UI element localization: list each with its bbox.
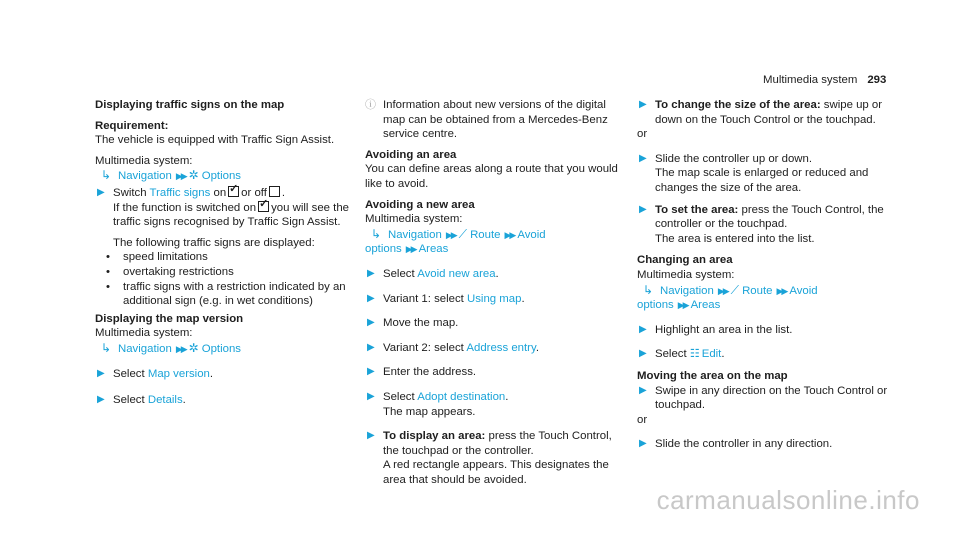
list-item: • overtaking restrictions xyxy=(95,265,367,280)
chevron-icon: ▶▶ xyxy=(445,229,456,240)
intro-text: You can define areas along a route that you would like to avoid. xyxy=(365,163,618,190)
chevron-icon: ▶▶ xyxy=(677,300,688,311)
step-icon: ▶ xyxy=(367,267,375,279)
step-display-area: ▶ To display an area: press the Touch Control, the touchpad or the controller. A red rectangle appears. This designates the area that should be avoided. xyxy=(367,430,612,486)
step-icon: ▶ xyxy=(367,430,375,442)
list-item: • speed limitations xyxy=(95,250,367,265)
step-set-area: ▶ To set the area: press the Touch Control, the controller or the touchpad. The area is entered into the list. xyxy=(639,203,884,245)
step-select-details: ▶ Select Details. xyxy=(97,394,186,407)
step-enter-address: ▶ Enter the address. xyxy=(367,366,477,379)
step-icon: ▶ xyxy=(367,292,375,304)
step-slide-controller: ▶ Slide the controller up or down. The map scale is enlarged or reduced and changes the size of the area. xyxy=(639,152,869,194)
using-map-option[interactable]: Using map xyxy=(467,292,522,305)
address-entry-option[interactable]: Address entry xyxy=(466,341,536,354)
path-arrow-icon: ↳ xyxy=(101,340,112,355)
step-icon: ▶ xyxy=(639,99,647,110)
menu-path xyxy=(95,341,367,357)
requirement-text: The vehicle is equipped with Traffic Sign Assist. xyxy=(95,134,335,147)
step-icon: ▶ xyxy=(367,317,375,329)
chevron-icon: ▶▶ xyxy=(405,244,416,255)
route-icon: ⟋ xyxy=(458,226,468,241)
step-select-map-version: ▶ Select Map version. xyxy=(97,367,214,380)
or-text: or xyxy=(637,413,648,426)
column-2 xyxy=(365,98,627,494)
step-avoid-new-area: ▶ Select Avoid new area. xyxy=(367,267,499,280)
path-areas[interactable]: Areas xyxy=(418,243,449,256)
chevron-icon: ▶▶ xyxy=(175,343,186,354)
chevron-icon: ▶▶ xyxy=(717,285,728,296)
step-icon: ▶ xyxy=(367,341,375,353)
step-highlight-area: ▶ Highlight an area in the list. xyxy=(639,323,793,336)
step-icon: ▶ xyxy=(367,366,375,378)
path-route[interactable]: Route xyxy=(742,284,773,297)
traffic-sign-list xyxy=(95,250,367,308)
chevron-icon: ▶▶ xyxy=(175,171,186,182)
info-icon: ⓘ xyxy=(365,99,376,111)
heading-avoiding-area: Avoiding an area xyxy=(365,148,457,161)
path-navigation[interactable]: Navigation xyxy=(388,228,442,241)
step-switch-traffic-signs: ▶ Switch Traffic signs on✓ or off . If the function is switched on✓ you will see the traffic signs recognised by Traffic Sign Assist. The following traffic signs are displayed: • speed limitations • overtaking restrictions • traffic signs with a restriction indicated by an additional sign (e.g. in wet conditions) xyxy=(95,186,367,309)
path-avoid-options[interactable]: Avoid options xyxy=(637,284,818,312)
column-1 xyxy=(95,98,367,415)
map-version-option[interactable]: Map version xyxy=(147,367,210,380)
path-label: Multimedia system: xyxy=(637,268,735,281)
step-icon: ▶ xyxy=(639,384,647,396)
path-arrow-icon: ↳ xyxy=(101,168,112,183)
path-navigation[interactable]: Navigation xyxy=(118,342,172,355)
step-icon: ▶ xyxy=(97,367,105,379)
gear-icon: ✲ xyxy=(188,340,199,355)
info-note: ⓘ Information about new versions of the digital map can be obtained from a Mercedes-Benz service centre. xyxy=(365,99,608,141)
checkbox-off-icon xyxy=(269,186,280,197)
step-select-edit: ▶ Select ☷ Edit. xyxy=(639,348,725,361)
step-icon: ▶ xyxy=(639,152,647,164)
section-title: Multimedia system xyxy=(763,74,858,86)
step-icon: ▶ xyxy=(639,348,647,360)
or-text: or xyxy=(637,128,648,141)
step-icon: ▶ xyxy=(97,186,105,198)
path-label: Multimedia system: xyxy=(95,327,193,340)
edit-icon: ☷ xyxy=(689,348,700,361)
heading-avoid-new-area: Avoiding a new area xyxy=(365,198,475,211)
edit-option[interactable]: Edit xyxy=(701,348,722,361)
avoid-new-area-option[interactable]: Avoid new area xyxy=(417,267,496,280)
path-navigation[interactable]: Navigation xyxy=(118,170,172,183)
checkbox-on-icon xyxy=(228,186,239,197)
page-header xyxy=(763,73,886,88)
adopt-destination-option[interactable]: Adopt destination xyxy=(417,390,506,403)
step-icon: ▶ xyxy=(639,203,647,215)
checkbox-on-icon xyxy=(258,201,269,212)
heading-map-version: Displaying the map version xyxy=(95,312,244,325)
step-slide-any-direction: ▶ Slide the controller in any direction. xyxy=(639,438,833,451)
step-icon: ▶ xyxy=(367,390,375,402)
step-adopt-destination: ▶ Select Adopt destination. The map appears. xyxy=(367,390,509,418)
path-areas[interactable]: Areas xyxy=(690,299,721,312)
path-label: Multimedia system: xyxy=(365,213,463,226)
step-swipe: ▶ Swipe in any direction on the Touch Control or touchpad. xyxy=(639,384,888,412)
route-icon: ⟋ xyxy=(730,282,740,297)
list-item: • traffic signs with a restriction indicated by an additional sign (e.g. in wet conditions) xyxy=(95,280,367,309)
page-number: 293 xyxy=(867,74,887,86)
watermark: carmanualsonline.info xyxy=(656,485,920,515)
step-icon: ▶ xyxy=(639,323,647,335)
path-avoid-options[interactable]: Avoid options xyxy=(365,228,546,256)
heading-moving-area: Moving the area on the map xyxy=(637,369,788,382)
gear-icon: ✲ xyxy=(188,168,199,183)
list-intro: The following traffic signs are displayed: xyxy=(113,236,315,249)
path-navigation[interactable]: Navigation xyxy=(660,284,714,297)
heading-traffic-signs: Displaying traffic signs on the map xyxy=(95,99,285,111)
path-options[interactable]: Options xyxy=(201,170,241,183)
path-label: Multimedia system: xyxy=(95,154,193,167)
traffic-signs-option[interactable]: Traffic signs xyxy=(149,186,211,199)
path-route[interactable]: Route xyxy=(470,228,501,241)
requirement-label: Requirement: xyxy=(95,119,169,132)
path-arrow-icon: ↳ xyxy=(643,282,654,297)
step-icon: ▶ xyxy=(639,438,647,450)
step-change-size: ▶ To change the size of the area: swipe up or down on the Touch Control or the touchpad. xyxy=(639,99,883,126)
heading-changing-area: Changing an area xyxy=(637,254,733,267)
details-option[interactable]: Details xyxy=(147,394,183,407)
step-move-map: ▶ Move the map. xyxy=(367,317,459,330)
path-arrow-icon: ↳ xyxy=(371,226,382,241)
chevron-icon: ▶▶ xyxy=(504,229,515,240)
menu-path xyxy=(365,227,627,257)
step-icon: ▶ xyxy=(97,394,105,406)
menu-path xyxy=(637,283,902,313)
path-options[interactable]: Options xyxy=(201,342,241,355)
step-address-entry: ▶ Variant 2: select Address entry. xyxy=(367,341,539,354)
column-3 xyxy=(637,98,902,459)
chevron-icon: ▶▶ xyxy=(776,285,787,296)
step-using-map: ▶ Variant 1: select Using map. xyxy=(367,292,525,305)
